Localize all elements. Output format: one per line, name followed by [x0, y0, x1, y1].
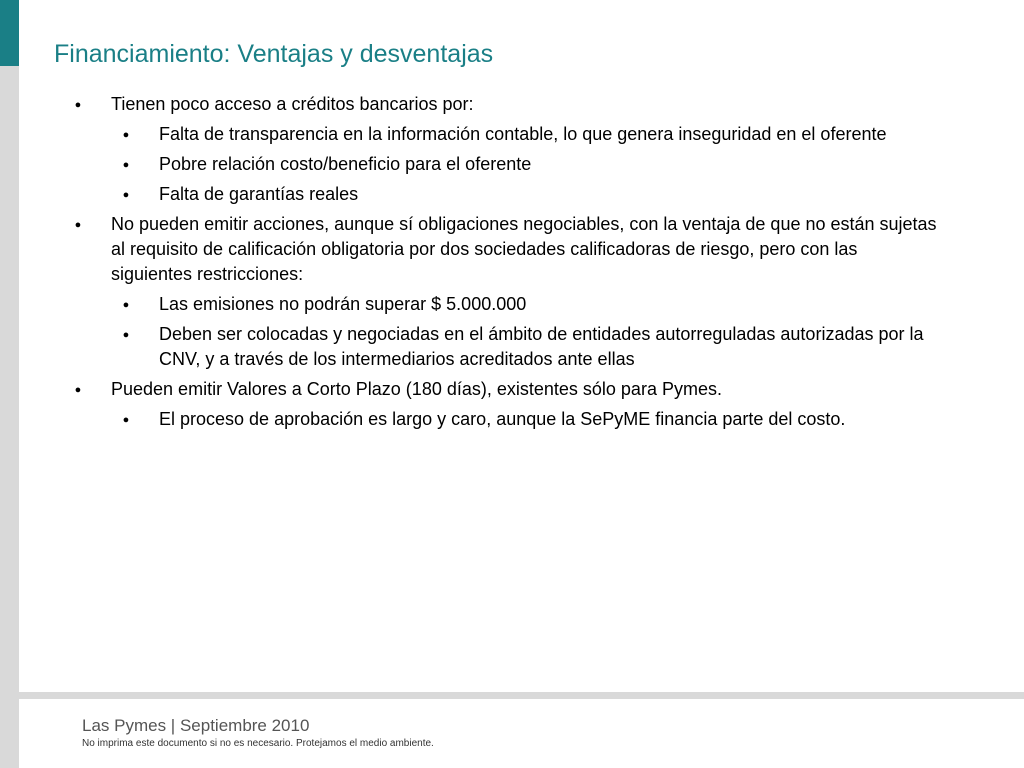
bullet-item [58, 92, 938, 117]
bullet-list [58, 92, 938, 437]
sub-bullet-item [58, 407, 938, 432]
bullet-dot-icon: ● [74, 219, 82, 231]
bullet-text: El proceso de aprobación es largo y caro, aunque la SePyME financia parte del costo. [159, 409, 846, 429]
bullet-text: Pobre relación costo/beneficio para el oferente [159, 154, 532, 174]
bullet-dot-icon: ● [122, 299, 130, 311]
sub-bullet-item [58, 322, 938, 372]
bullet-dot-icon: ● [122, 159, 130, 171]
bullet-item [58, 377, 938, 402]
left-accent-block [0, 0, 19, 66]
bullet-dot-icon: ● [122, 129, 130, 141]
bullet-text: No pueden emitir acciones, aunque sí obligaciones negociables, con la ventaja de que no están sujetas al requisito de calificación obligatoria por dos sociedades calificadoras de riesgo, pero con las siguientes restricciones: [111, 214, 937, 284]
sub-bullet-item [58, 152, 938, 177]
left-side-bar [0, 0, 19, 768]
bullet-item [58, 212, 938, 287]
bullet-text: Las emisiones no podrán superar $ 5.000.000 [159, 294, 527, 314]
footer-note: No imprima este documento si no es necesario. Protejamos el medio ambiente. [82, 738, 434, 749]
footer-divider-bar [19, 692, 1024, 699]
slide-title: Financiamiento: Ventajas y desventajas [54, 40, 494, 68]
sub-bullet-item [58, 292, 938, 317]
bullet-dot-icon: ● [122, 414, 130, 426]
bullet-dot-icon: ● [122, 189, 130, 201]
bullet-dot-icon: ● [122, 329, 130, 341]
bullet-dot-icon: ● [74, 99, 82, 111]
bullet-text: Deben ser colocadas y negociadas en el ámbito de entidades autorreguladas autorizadas por la CNV, y a través de los intermediarios acreditados ante ellas [159, 324, 924, 369]
bullet-dot-icon: ● [74, 384, 82, 396]
sub-bullet-item [58, 122, 938, 147]
bullet-text: Tienen poco acceso a créditos bancarios por: [111, 94, 474, 114]
sub-bullet-item [58, 182, 938, 207]
footer-title: Las Pymes | Septiembre 2010 [82, 716, 310, 735]
bullet-text: Falta de transparencia en la información contable, lo que genera inseguridad en el oferente [159, 124, 887, 144]
bullet-text: Pueden emitir Valores a Corto Plazo (180 días), existentes sólo para Pymes. [111, 379, 722, 399]
bullet-text: Falta de garantías reales [159, 184, 359, 204]
